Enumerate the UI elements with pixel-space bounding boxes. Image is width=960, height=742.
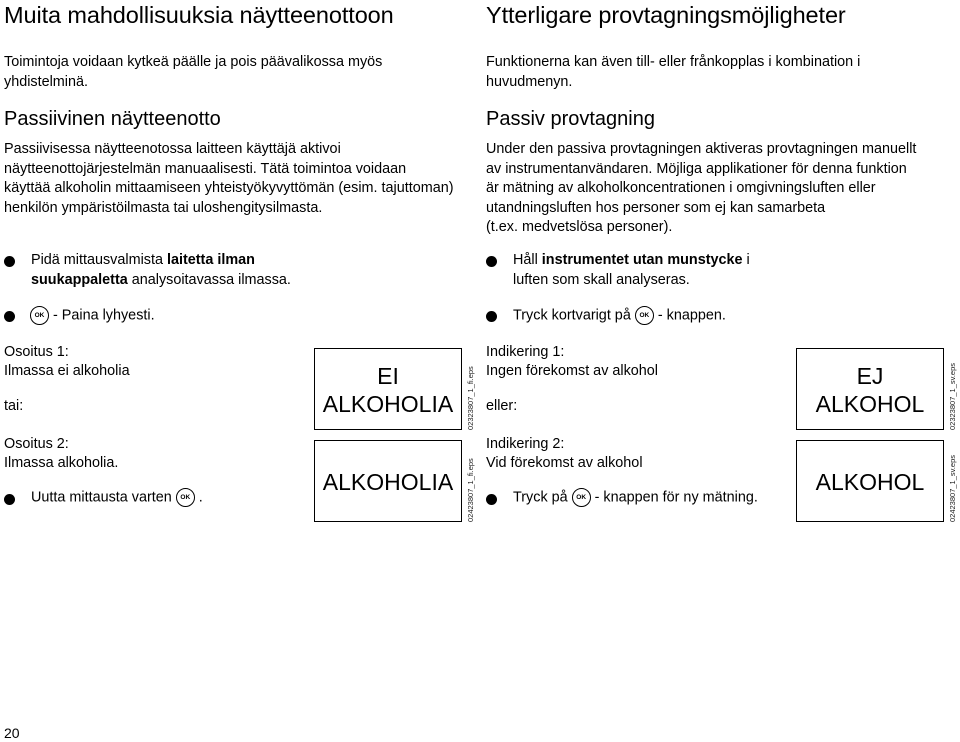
description-line: näytteenottojärjestelmän manuaalisesti. Tätä toimintoa voidaan [4,160,407,177]
bullet-icon [4,256,15,267]
or-text: eller: [486,398,518,414]
display-text: ALKOHOLIA [322,391,454,417]
press-ok-bullet [26,306,155,326]
ok-button-icon: OK [30,306,49,325]
description-line: av instrumentanvändaren. Möjliga applikationer för denna funktion [486,160,907,177]
figure-code: 02423807_1_sv.eps [948,454,957,522]
press-ok-text: - knappen. [657,307,726,324]
display-no-alcohol [796,348,944,430]
description-line: Under den passiva provtagningen aktiveras provtagningen manuellt [486,141,917,157]
press-ok-bullet [513,306,726,326]
bullet-icon [486,311,497,322]
instruction-text: Håll [513,252,542,268]
section-title: Passiivinen näytteenotto [4,108,221,130]
press-ok-text: - Paina lyhyesti. [53,307,155,324]
description-paragraph [486,140,916,238]
instruction-text: Pidä mittausvalmista [31,252,167,268]
page-title: Ytterligare provtagningsmöjligheter [486,2,846,28]
description-paragraph [4,140,454,218]
description-line: henkilön ympäristöilmasta tai uloshengitysilmasta. [4,199,323,216]
instruction-bullet [513,251,750,290]
indication-2-text: Vid förekomst av alkohol [486,455,643,471]
display-no-alcohol [314,348,462,430]
intro-paragraph [486,53,860,92]
description-line: utandningsluften hos personer som ej kan samarbeta [486,199,826,216]
ok-button-icon: OK [635,306,654,325]
bullet-icon [4,311,15,322]
ok-button-icon: OK [572,488,591,507]
or-text: tai: [4,398,24,414]
intro-line: yhdistelminä. [4,73,88,90]
bullet-icon [486,256,497,267]
new-measurement-text: Uutta mittausta varten [31,489,172,506]
instruction-emphasis: laitetta ilman [166,252,255,268]
display-text: ALKOHOL [815,469,925,495]
section-title: Passiv provtagning [486,108,655,130]
instruction-bullet [31,251,291,290]
bullet-icon [486,494,497,505]
page-number: 20 [4,725,20,741]
display-text: ALKOHOLIA [322,469,454,495]
new-measurement-text: Tryck på [513,489,568,506]
indication-1-text: Ilmassa ei alkoholia [4,363,130,379]
intro-line: Funktionerna kan även till- eller frånkopplas i kombination i [486,54,861,70]
instruction-text: analysoitavassa ilmassa. [127,271,291,288]
indication-2-text: Ilmassa alkoholia. [4,455,119,471]
page-title: Muita mahdollisuuksia näytteenottoon [4,2,394,28]
figure-code: 02323807_1_sv.eps [948,362,957,430]
instruction-emphasis: suukappaletta [31,271,128,288]
display-text: EI [377,363,399,389]
display-alcohol [314,440,462,522]
description-line: käyttää alkoholin mittaamiseen yhteistyökyvyttömän (esim. tajuttoman) [4,180,454,196]
display-text: EJ [856,363,884,389]
instruction-text: luften som skall analyseras. [513,271,690,288]
new-measurement-bullet [513,488,758,508]
indication-2-label: Indikering 2: [486,436,565,452]
display-alcohol [796,440,944,522]
figure-code: 02323807_1_fi.eps [466,366,475,430]
description-line: är mätning av alkoholkoncentrationen i omgivningsluften eller [486,180,876,196]
intro-line: Toimintoja voidaan kytkeä päälle ja pois päävalikossa myös [4,54,383,70]
description-line: (t.ex. medvetslösa personer). [486,219,673,235]
indication-1-text: Ingen förekomst av alkohol [486,363,658,379]
description-line: Passiivisessa näytteenotossa laitteen käyttäjä aktivoi [4,141,341,157]
press-ok-text: Tryck kortvarigt på [513,307,631,324]
indication-2-label: Osoitus 2: [4,436,69,452]
instruction-emphasis: instrumentet utan munstycke [541,252,743,268]
display-text: ALKOHOL [815,391,925,417]
instruction-text: i [742,252,750,268]
indication-1-label: Osoitus 1: [4,344,69,360]
new-measurement-text: - knappen för ny mätning. [594,489,758,506]
intro-paragraph [4,53,382,92]
ok-button-icon: OK [176,488,195,507]
indication-1-label: Indikering 1: [486,344,565,360]
sentence-end: . [198,489,203,506]
figure-code: 02423807_1_fi.eps [466,458,475,522]
bullet-icon [4,494,15,505]
new-measurement-bullet [31,488,203,508]
intro-line: huvudmenyn. [486,73,573,90]
